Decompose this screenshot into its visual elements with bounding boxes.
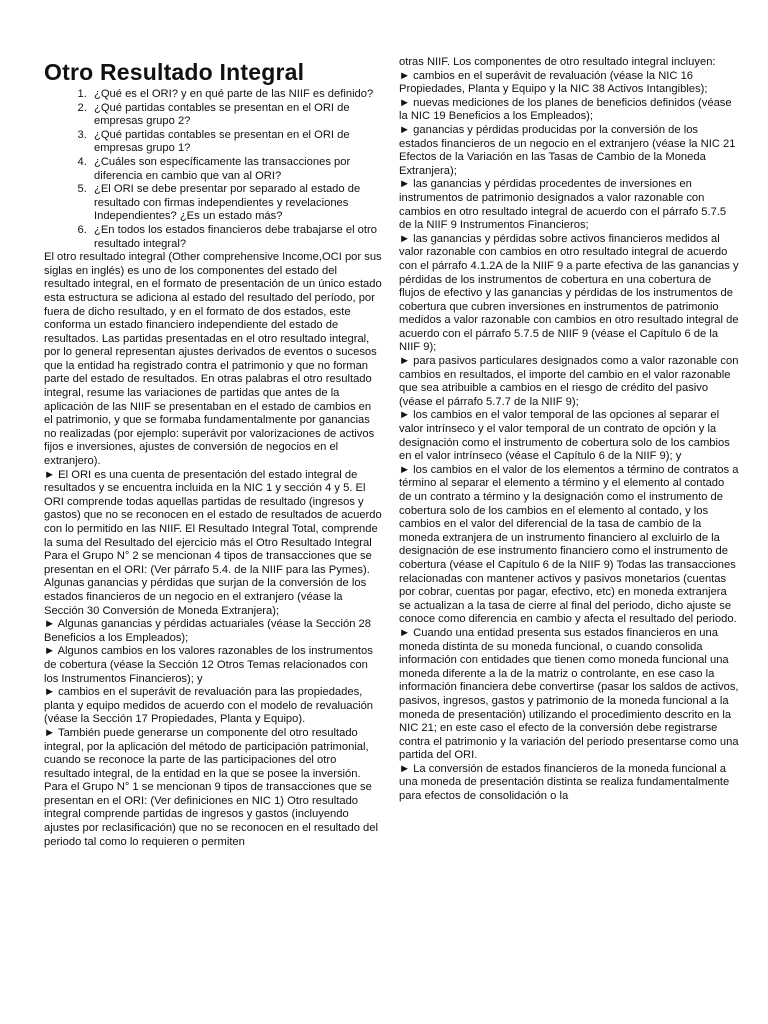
question-item: 4. ¿Cuáles son específicamente las transacciones por diferencia en cambio que van al ORI? — [90, 156, 382, 183]
right-column — [399, 56, 739, 804]
body-paragraph: ► El ORI es una cuenta de presentación del estado integral de resultados y se encuentra incluida en la NIC 1 y sección 4 y 5. El ORI comprende todas aquellas partidas de resultado (ingresos y gastos) que no se reconocen en el estado de resultados de acuerdo con lo permitido en las NIIF. El Resultado Integral Total, comprende la suma del Resultado del ejercicio más el Otro Resultado Integral Para el Grupo N° 2 se mencionan 4 tipos de transacciones que se presentan en el ORI: (Ver párrafo 5.4. de la NIIF para las Pymes). Algunas ganancias y pérdidas que surjan de la conversión de los estados financieros de un negocio en el extranjero (véase la Sección 30 Conversión de Moneda Extranjera); — [44, 468, 382, 617]
question-item: 3. ¿Qué partidas contables se presentan en el ORI de empresas grupo 1? — [90, 129, 382, 156]
body-paragraph: ► nuevas mediciones de los planes de beneficios definidos (véase la NIC 19 Beneficios a los Empleados); — [399, 96, 732, 123]
body-paragraph: otras NIIF. Los componentes de otro resultado integral incluyen: — [399, 56, 716, 68]
question-item: 6. ¿En todos los estados financieros debe trabajarse el otro resultado integral? — [90, 224, 382, 251]
body-paragraph: ► los cambios en el valor de los elementos a término de contratos a término al separar el elemento a término y el elemento al contado de un contrato a término y la designación como el instrumento de cobertura solo de los cambios en el elemento al contado, y los cambios en el valor del diferencial de la tasa de cambio de la moneda extranjera de un instrumento financiero al excluirlo de la designación de ese instrumento financiero como el instrumento de cobertura (véase el Capítulo 6 de la NIIF 9) Todas las transacciones relacionadas con mantener activos y pasivos monetarios (cuentas por cobrar, cuentas por pagar, efectivo, etc) en moneda extranjera se actualizan a la tasa de cierre al final del periodo, dicho ajuste se conoce como diferencia en cambio y afecta el resultado del periodo. — [399, 463, 739, 626]
body-paragraph: ► ganancias y pérdidas producidas por la conversión de los estados financieros de un negocio en el extranjero (véase la NIC 21 Efectos de la Variación en las Tasas de Cambio de la Moneda Extranjera); — [399, 123, 736, 177]
body-paragraph: ► La conversión de estados financieros de la moneda funcional a una moneda de presentación distinta se realiza fundamentalmente para efectos de consolidación o la — [399, 762, 730, 803]
body-paragraph: ► las ganancias y pérdidas sobre activos financieros medidos al valor razonable con cambios en otro resultado integral de acuerdo con el párrafo 4.1.2A de la NIIF 9 a parte efectiva de las ganancias y pérdidas de los instrumentos de cobertura en una cobertura de flujos de efectivo y las ganancias y pérdidas de los instrumentos de cobertura que cubren inversiones en instrumentos de patrimonio medidos a valor razonable con cambios en otro resultado integral de acuerdo con el párrafo 5.7.5 de NIIF 9 (véase el Capítulo 6 de la NIIF 9); — [399, 232, 739, 354]
body-paragraph: ► cambios en el superávit de revaluación (véase la NIC 16 Propiedades, Planta y Equipo y la NIC 38 Activos Intangibles); — [399, 69, 708, 96]
body-paragraph: ► para pasivos particulares designados como a valor razonable con cambios en resultados, el importe del cambio en el valor razonable que sea atribuible a cambios en el riesgo de crédito del pasivo (véase el párrafo 5.7.7 de la NIIF 9); — [399, 355, 739, 408]
body-paragraph: ► Algunos cambios en los valores razonables de los instrumentos de cobertura (véase la Sección 12 Otros Temas relacionados con los Instrumentos Financieros); y — [44, 645, 373, 685]
question-list — [44, 88, 382, 251]
body-paragraph: ► Cuando una entidad presenta sus estados financieros en una moneda distinta de su moneda funcional, o cuando consolida información con entidades que tienen como moneda funcional una moneda diferente a la de la matriz o controlante, en ese caso la información financiera debe convertirse (pasar los saldos de activos, pasivos, ingresos, gastos y patrimonio de la moneda funcional a la moneda de presentación) utilizando el procedimiento descrito en la NIC 21; en este caso el efecto de la conversión debe registrarse contra el patrimonio y la variación del periodo presentarse como una partida del ORI. — [399, 626, 739, 762]
body-paragraph: ► Algunas ganancias y pérdidas actuariales (véase la Sección 28 Beneficios a los Empleados); — [44, 618, 372, 644]
body-paragraph: ► cambios en el superávit de revaluación para las propiedades, planta y equipo medidos de acuerdo con el modelo de revaluación (véase la Sección 17 Propiedades, Planta y Equipo). — [44, 686, 374, 726]
question-item: 2. ¿Qué partidas contables se presentan en el ORI de empresas grupo 2? — [90, 102, 382, 129]
page-title: Otro Resultado Integral — [44, 59, 305, 85]
left-column — [44, 58, 382, 849]
question-item: 5. ¿El ORI se debe presentar por separado al estado de resultado con firmas independientes y revelaciones Independientes? ¿Es un estado más? — [90, 183, 382, 224]
question-item: 1. ¿Qué es el ORI? y en qué parte de las NIIF es definido? — [90, 88, 382, 102]
body-paragraph: ► las ganancias y pérdidas procedentes de inversiones en instrumentos de patrimonio designados a valor razonable con cambios en otro resultado integral de acuerdo con el párrafo 5.7.5 de la NIIF 9 Instrumentos Financieros; — [399, 178, 727, 232]
body-paragraph: El otro resultado integral (Other comprehensive Income,OCI por sus siglas en inglés) es uno de los componentes del estado del resultado integral, en el formato de presentación de un único estado esta estructura se adiciona al estado del resultado del período, por fuera de dicho resultado, y en el formato de dos estados, este conforma un estado financiero independiente del estado de resultados. Las partidas presentadas en el otro resultado integral, por lo general representan ajustes derivados de eventos o sucesos que la entidad ha registrado contra el patrimonio y que no forman parte del estado de resultados. En otras palabras el otro resultado integral, resume las variaciones de partidas que antes de la aplicación de las NIIF se presentaban en el estado de cambios en el patrimonio, y que se formaba fundamentalmente por ganancias no realizadas (por ejemplo: superávit por valorizaciones de activos fijos e inversiones, ajustes de conversión de negocios en el extranjero). — [44, 251, 382, 468]
body-paragraph: ► También puede generarse un componente del otro resultado integral, por la aplicación del método de participación patrimonial, cuando se reconoce la parte de las participaciones del otro resultado integral, de la entidad en la que se posee la inversión. Para el Grupo N° 1 se mencionan 9 tipos de transacciones que se presentan en el ORI: (Ver definiciones en NIC 1) Otro resultado integral comprende partidas de ingresos y gastos (incluyendo ajustes por reclasificación) que no se reconocen en el resultado del periodo tal como lo requieren o permiten — [44, 726, 378, 848]
body-paragraph: ► los cambios en el valor temporal de las opciones al separar el valor intrínseco y el valor temporal de un contrato de opción y la designación como el instrumento de cobertura solo de los cambios en el valor intrínseco (véase el Capítulo 6 de la NIIF 9); y — [399, 409, 730, 463]
